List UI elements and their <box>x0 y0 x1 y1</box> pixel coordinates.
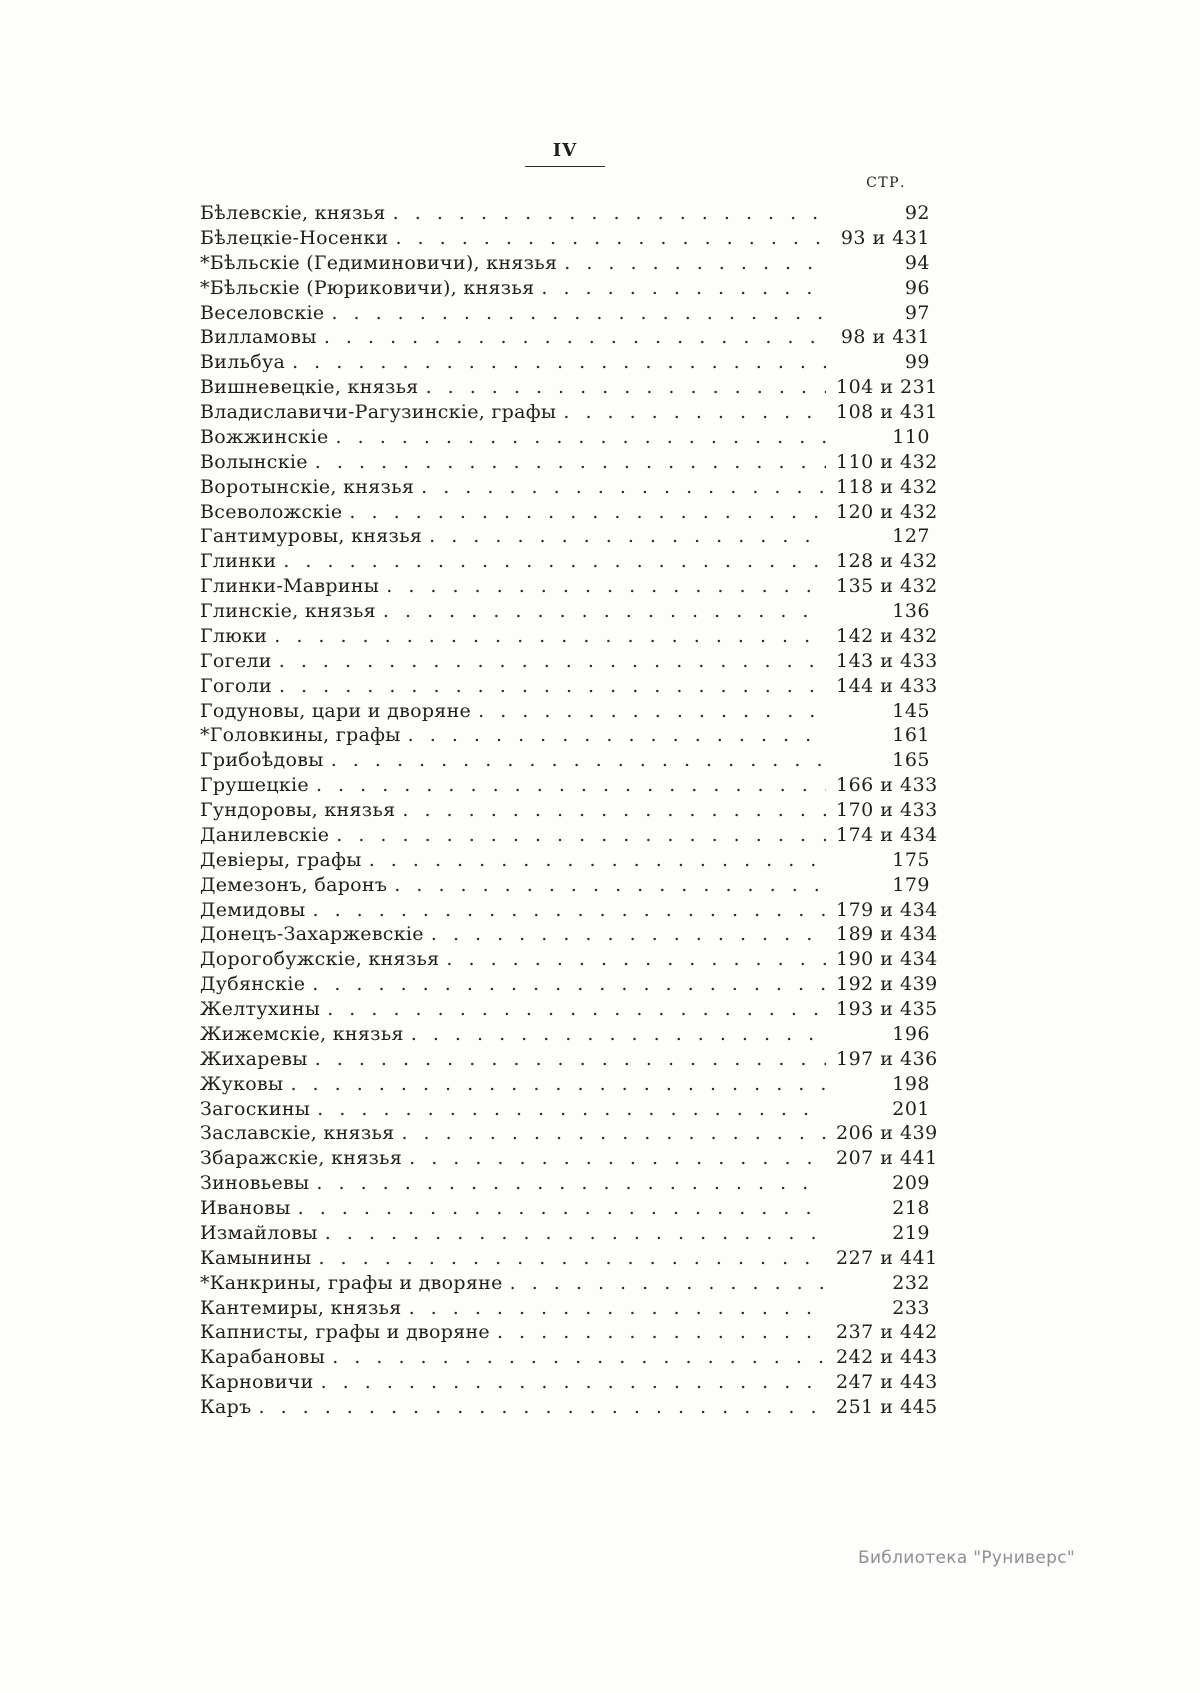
entry-pages: 201 <box>892 1097 930 1120</box>
toc-row <box>200 649 938 674</box>
toc-row <box>200 1246 938 1271</box>
entry-pages: 161 <box>892 724 930 747</box>
entry-name: Капнисты, графы и дворяне <box>200 1321 490 1344</box>
dot-leader <box>327 997 826 1022</box>
toc-row <box>200 1022 930 1047</box>
entry-name: Вильбуа <box>200 351 286 374</box>
dot-leader <box>429 524 826 549</box>
entry-pages: 94 <box>904 251 930 274</box>
toc-row <box>200 898 938 923</box>
dot-leader <box>369 848 826 873</box>
entry-name: Волынскіе <box>200 450 308 473</box>
dot-leader <box>318 1246 826 1271</box>
toc-row <box>200 1320 938 1345</box>
entry-pages: 98 и 431 <box>840 326 930 349</box>
dot-leader <box>497 1320 826 1345</box>
entry-name: Загоскины <box>200 1097 311 1120</box>
entry-name: Дорогобужскіе, князья <box>200 948 440 971</box>
dot-leader <box>313 898 827 923</box>
entry-pages: 127 <box>892 525 930 548</box>
entry-pages: 170 и 433 <box>836 799 938 821</box>
entry-pages: 247 и 443 <box>836 1371 938 1394</box>
dot-leader <box>321 1370 826 1395</box>
toc-row <box>200 1196 930 1221</box>
library-watermark: Библиотека "Руниверс" <box>858 1548 1075 1568</box>
entry-name: Желтухины <box>200 998 321 1020</box>
dot-leader <box>317 1097 826 1122</box>
dot-leader <box>349 500 826 525</box>
entry-pages: 207 и 441 <box>836 1147 938 1170</box>
toc-row <box>200 674 938 699</box>
toc-row <box>200 400 938 425</box>
toc-row <box>200 1395 938 1420</box>
toc-row <box>200 599 930 624</box>
dot-leader <box>331 748 826 773</box>
entry-name: Донецъ-Захаржевскіе <box>200 923 424 946</box>
dot-leader <box>298 1196 826 1221</box>
dot-leader <box>292 350 826 375</box>
entry-pages: 242 и 443 <box>836 1346 938 1369</box>
entry-pages: 135 и 432 <box>836 575 938 598</box>
entry-name: Владиславичи-Рагузинскіе, графы <box>200 401 557 423</box>
toc-row <box>200 500 938 525</box>
entry-pages: 179 и 434 <box>836 898 938 921</box>
entry-name: Данилевскіе <box>200 823 330 846</box>
entry-name: Девіеры, графы <box>200 848 362 871</box>
entry-name: Бѣлецкіе-Носенки <box>200 226 389 249</box>
toc-row <box>200 1097 930 1122</box>
entry-name: Годуновы, цари и дворяне <box>200 699 472 722</box>
toc-row <box>200 1121 938 1146</box>
entry-name: Бѣлевскіе, князья <box>200 202 386 224</box>
dot-leader <box>316 773 826 798</box>
entry-pages: 165 <box>892 749 930 772</box>
entry-pages: 198 <box>892 1072 930 1095</box>
entry-name: Демидовы <box>200 898 306 921</box>
entry-name: Вишневецкіе, князья <box>200 376 419 399</box>
entry-pages: 189 и 434 <box>836 923 938 946</box>
dot-leader <box>541 276 826 301</box>
toc-row <box>200 699 930 724</box>
dot-leader <box>336 425 826 450</box>
dot-leader <box>431 922 826 947</box>
dot-leader <box>383 599 826 624</box>
toc-row <box>200 624 938 649</box>
entry-name: Карабановы <box>200 1346 326 1369</box>
entry-pages: 175 <box>892 848 930 871</box>
entry-pages: 197 и 436 <box>836 1047 938 1070</box>
entry-name: Каръ <box>200 1396 252 1418</box>
entry-pages: 179 <box>892 873 930 896</box>
dot-leader <box>510 1271 826 1296</box>
entry-name: Жижемскіе, князья <box>200 1022 404 1045</box>
entry-name: *Бѣльскіе (Гедиминовичи), князья <box>200 251 558 274</box>
entry-name: *Канкрины, графы и дворяне <box>200 1271 503 1294</box>
dot-leader <box>408 723 826 748</box>
entry-name: Збаражскіе, князья <box>200 1147 403 1170</box>
toc-row <box>200 997 938 1022</box>
toc-row <box>200 798 938 823</box>
dot-leader <box>421 475 826 500</box>
toc-list <box>200 201 938 1420</box>
dot-leader <box>324 325 826 350</box>
dot-leader <box>401 1121 826 1146</box>
dot-leader <box>564 251 826 276</box>
entry-name: Заславскіе, князья <box>200 1122 395 1145</box>
entry-pages: 219 <box>892 1221 930 1244</box>
entry-name: Вилламовы <box>200 326 317 349</box>
toc-row <box>200 873 930 898</box>
toc-row <box>200 748 930 773</box>
entry-pages: 118 и 432 <box>836 475 938 498</box>
entry-name: Зиновьевы <box>200 1172 310 1195</box>
toc-row <box>200 972 938 997</box>
dot-leader <box>316 1171 826 1196</box>
entry-name: Глинки <box>200 550 277 573</box>
entry-name: Жуковы <box>200 1072 284 1095</box>
entry-name: Дубянскіе <box>200 973 306 996</box>
page-column-header: СТР. <box>866 175 906 191</box>
dot-leader <box>331 301 826 326</box>
toc-row <box>200 350 930 375</box>
entry-pages: 104 и 231 <box>836 376 938 399</box>
entry-name: Жихаревы <box>200 1047 308 1070</box>
entry-pages: 92 <box>904 202 930 224</box>
entry-name: Гантимуровы, князья <box>200 525 423 548</box>
entry-name: Камынины <box>200 1246 312 1269</box>
toc-row <box>200 922 938 947</box>
toc-row <box>200 773 938 798</box>
entry-name: Вожжинскіе <box>200 425 329 448</box>
entry-pages: 232 <box>892 1271 930 1294</box>
entry-pages: 192 и 439 <box>836 973 938 996</box>
entry-name: *Головкины, графы <box>200 724 401 747</box>
entry-name: Воротынскіе, князья <box>200 475 415 498</box>
entry-name: *Бѣльскіе (Рюриковичи), князья <box>200 276 535 299</box>
toc-row <box>200 1370 938 1395</box>
dot-leader <box>332 1345 826 1370</box>
entry-name: Гогели <box>200 649 272 672</box>
entry-pages: 233 <box>892 1296 930 1319</box>
dot-leader <box>446 947 826 972</box>
toc-row <box>200 549 938 574</box>
dot-leader <box>312 972 826 997</box>
entry-pages: 206 и 439 <box>836 1122 938 1145</box>
dot-leader <box>336 823 826 848</box>
folio-container <box>200 140 930 167</box>
dot-leader <box>290 1072 826 1097</box>
entry-pages: 120 и 432 <box>836 500 938 523</box>
toc-row <box>200 325 930 350</box>
entry-pages: 93 и 431 <box>840 226 930 249</box>
entry-name: Гундоровы, князья <box>200 799 396 821</box>
toc-row <box>200 251 930 276</box>
entry-pages: 251 и 445 <box>836 1396 938 1418</box>
toc-row <box>200 276 930 301</box>
toc-row <box>200 226 930 251</box>
dot-leader <box>283 549 826 574</box>
dot-leader <box>274 624 826 649</box>
entry-name: Глинскіе, князья <box>200 600 376 622</box>
dot-leader <box>279 674 826 699</box>
toc-row <box>200 201 930 226</box>
page-number-roman: IV <box>525 140 605 167</box>
entry-name: Измайловы <box>200 1221 318 1244</box>
entry-pages: 144 и 433 <box>836 674 938 697</box>
toc-row <box>200 375 938 400</box>
entry-pages: 174 и 434 <box>836 823 938 846</box>
dot-leader <box>279 649 826 674</box>
entry-pages: 99 <box>904 351 930 374</box>
toc-row <box>200 425 930 450</box>
entry-pages: 108 и 431 <box>836 401 938 423</box>
entry-name: Кантемиры, князья <box>200 1296 402 1319</box>
dot-leader <box>409 1146 826 1171</box>
entry-name: Грибоѣдовы <box>200 749 324 772</box>
entry-pages: 166 и 433 <box>836 774 938 797</box>
entry-pages: 209 <box>892 1172 930 1195</box>
entry-name: Гоголи <box>200 674 272 697</box>
dot-leader <box>563 400 826 425</box>
entry-pages: 190 и 434 <box>836 948 938 971</box>
entry-name: Демезонъ, баронъ <box>200 873 388 896</box>
entry-pages: 145 <box>892 699 930 722</box>
entry-name: Карновичи <box>200 1371 314 1394</box>
toc-row <box>200 848 930 873</box>
toc-row <box>200 947 938 972</box>
entry-pages: 128 и 432 <box>836 550 938 573</box>
entry-pages: 142 и 432 <box>836 624 938 647</box>
dot-leader <box>315 1047 826 1072</box>
entry-name: Грушецкіе <box>200 774 309 797</box>
entry-pages: 97 <box>904 301 930 324</box>
toc-row <box>200 1072 930 1097</box>
entry-name: Веселовскіе <box>200 301 325 324</box>
entry-pages: 227 и 441 <box>836 1246 938 1269</box>
entry-name: Глюки <box>200 624 268 647</box>
toc-row <box>200 1047 938 1072</box>
dot-leader <box>325 1221 826 1246</box>
dot-leader <box>478 699 826 724</box>
toc-row <box>200 1146 938 1171</box>
toc-row <box>200 1296 930 1321</box>
dot-leader <box>395 226 826 251</box>
entry-pages: 110 <box>892 425 930 448</box>
entry-name: Ивановы <box>200 1197 291 1219</box>
toc-row <box>200 524 930 549</box>
entry-pages: 143 и 433 <box>836 649 938 672</box>
toc-row <box>200 475 938 500</box>
dot-leader <box>386 574 826 599</box>
toc-row <box>200 1221 930 1246</box>
toc-row <box>200 723 930 748</box>
dot-leader <box>409 1296 826 1321</box>
toc-row <box>200 450 938 475</box>
dot-leader <box>258 1395 826 1420</box>
entry-name: Всеволожскіе <box>200 500 343 523</box>
toc-row <box>200 1171 930 1196</box>
toc-row <box>200 301 930 326</box>
entry-pages: 196 <box>892 1022 930 1045</box>
dot-leader <box>402 798 826 823</box>
entry-pages: 237 и 442 <box>836 1321 938 1344</box>
toc-row <box>200 1345 938 1370</box>
dot-leader <box>426 375 826 400</box>
toc-row <box>200 574 938 599</box>
entry-name: Глинки-Маврины <box>200 575 380 598</box>
dot-leader <box>411 1022 826 1047</box>
entry-pages: 110 и 432 <box>836 450 938 473</box>
entry-pages: 193 и 435 <box>836 998 938 1020</box>
entry-pages: 136 <box>892 600 930 622</box>
dot-leader <box>315 450 826 475</box>
toc-row <box>200 1271 930 1296</box>
toc-row <box>200 823 938 848</box>
entry-pages: 96 <box>904 276 930 299</box>
dot-leader <box>393 201 826 226</box>
dot-leader <box>394 873 826 898</box>
entry-pages: 218 <box>892 1197 930 1219</box>
